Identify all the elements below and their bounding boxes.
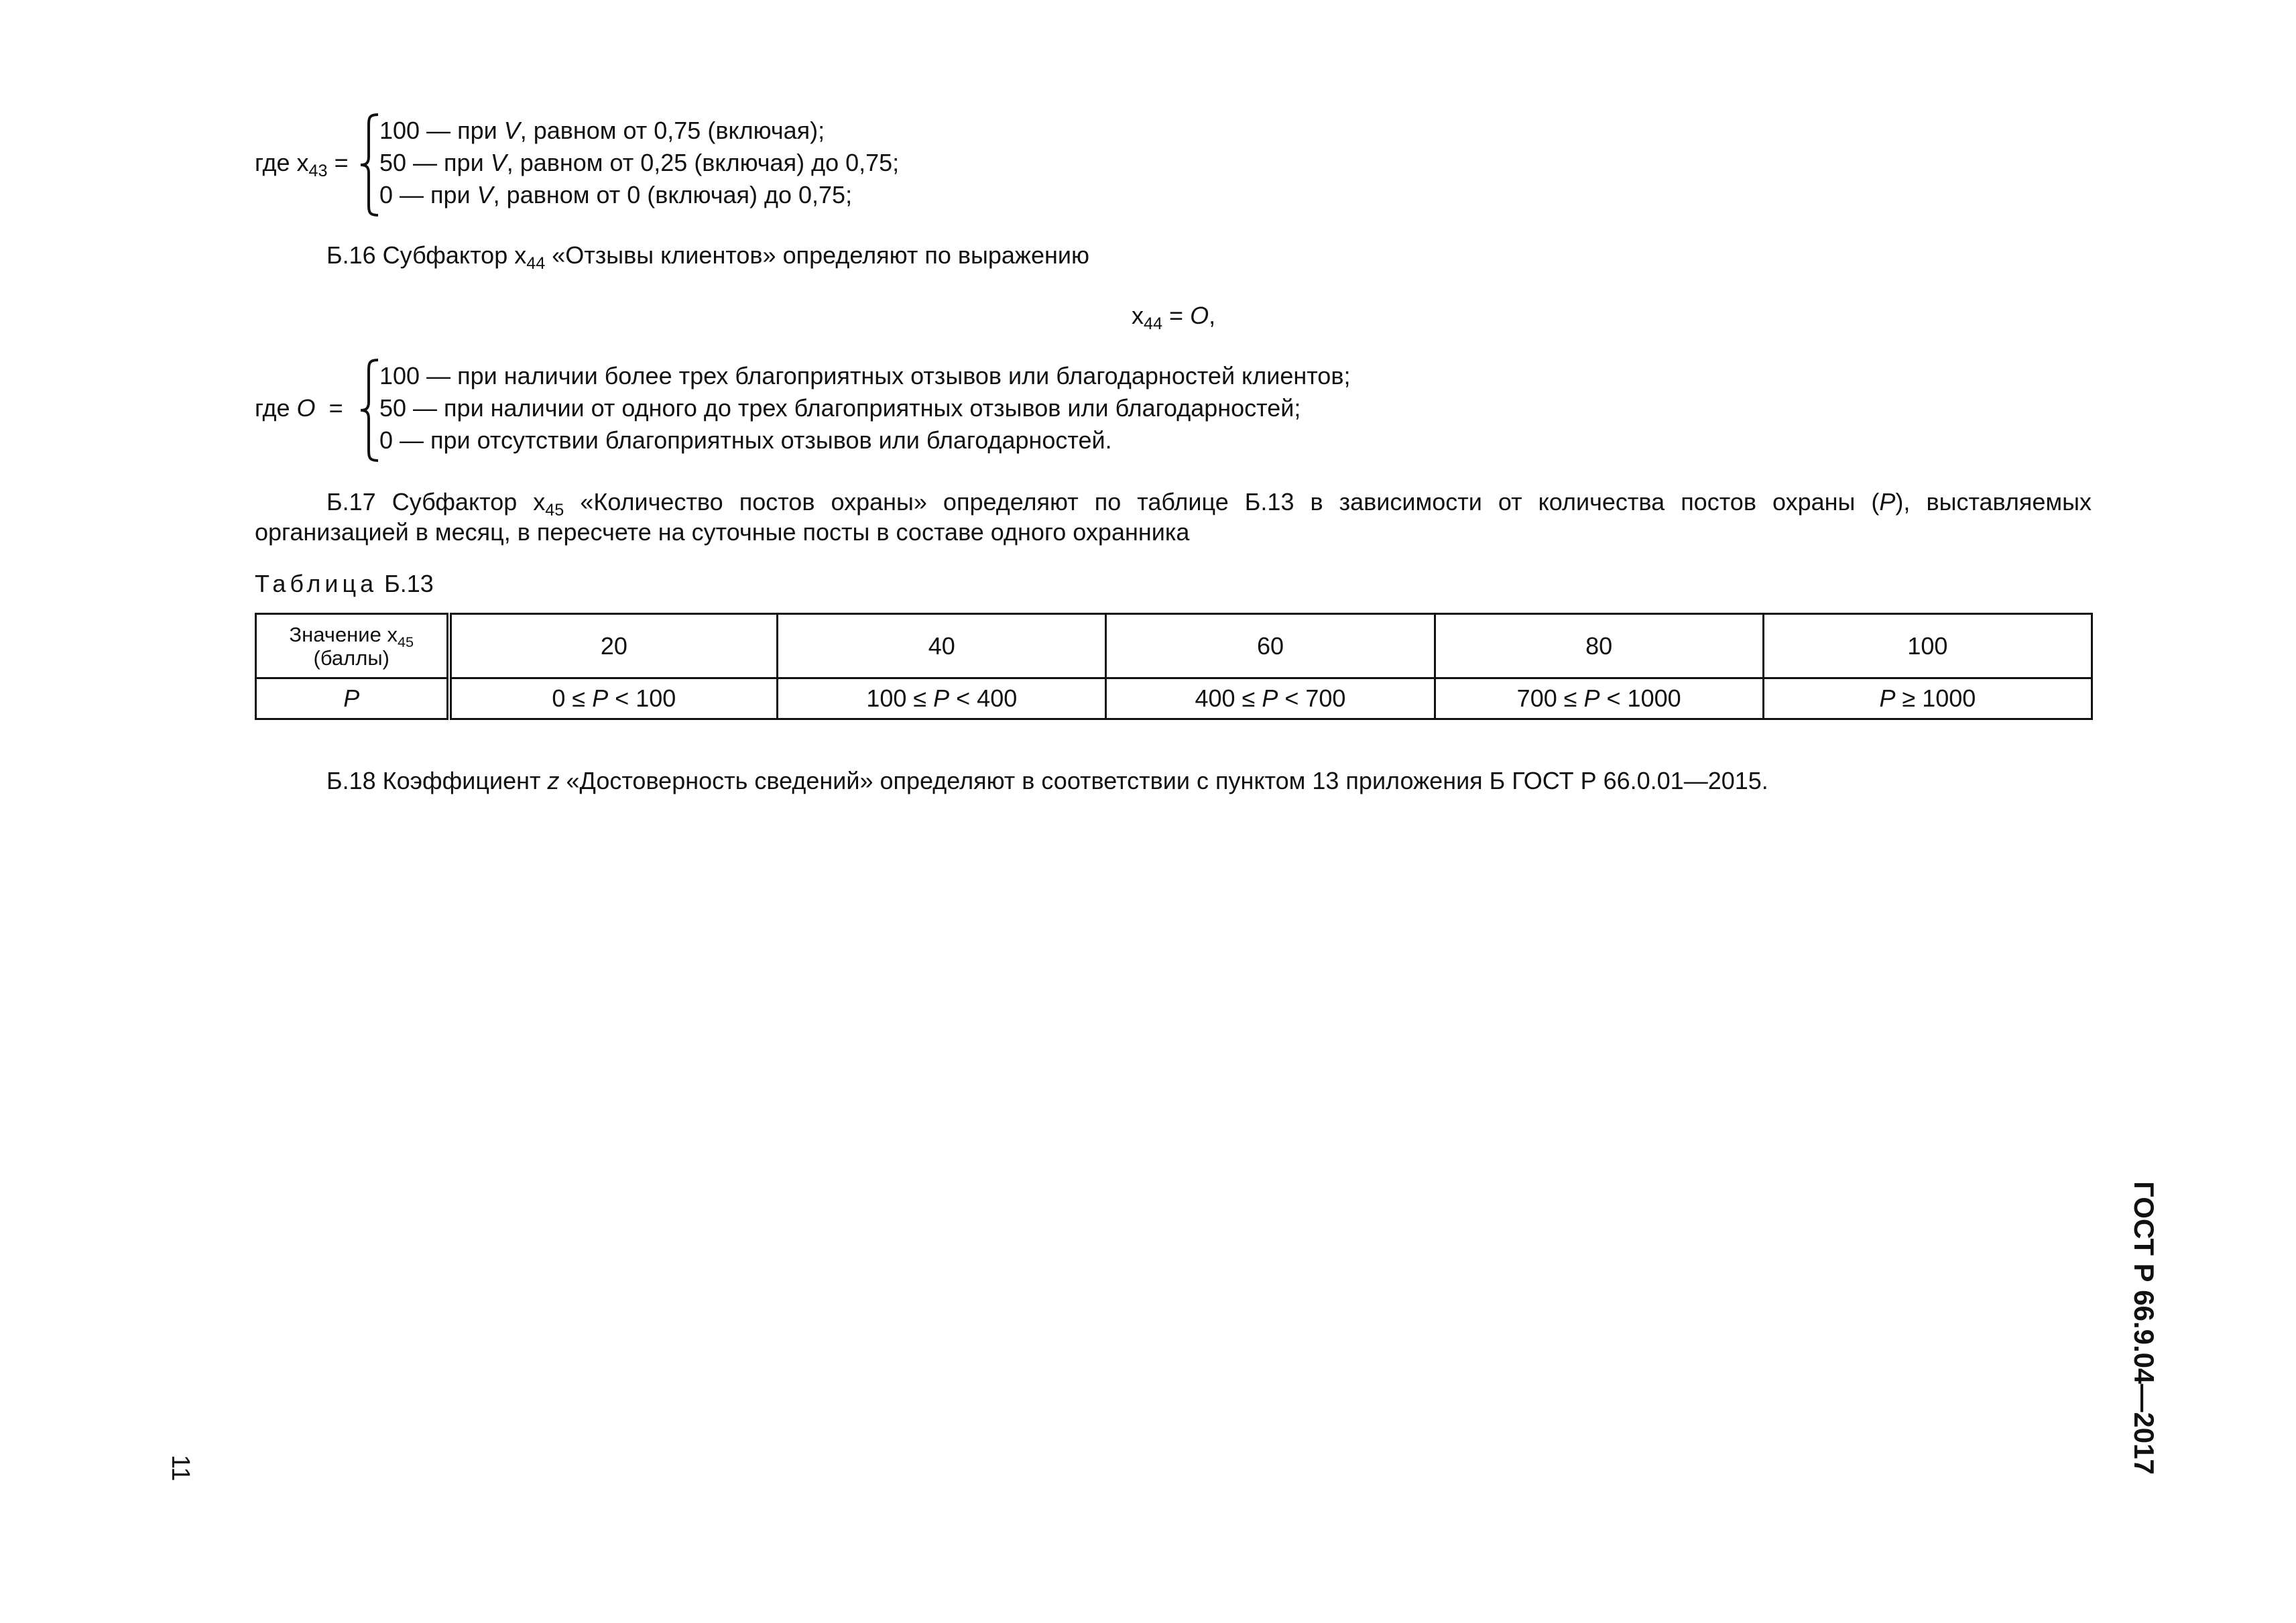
o-brace <box>359 358 382 463</box>
table-header-label: Значение $x_{45}$ (баллы) <box>256 614 449 678</box>
table-cell-score: 20 <box>449 614 778 678</box>
paragraph-b17: Б.17 Субфактор $x_{45}$ «Количество постов охраны» определяют по таблице Б.13 в зависимости от количества постов охраны (P), выставляемых организацией в месяц, в пересчете на суточные посты в составе одного охранника <box>255 488 2092 546</box>
table-b13 <box>255 613 2093 720</box>
document-designation: ГОСТ Р 66.9.04—2017 <box>2128 1181 2160 1475</box>
o-case-100: 100 — при наличии более трех благоприятных отзывов или благодарностей клиентов; <box>379 362 1351 389</box>
table-cell-score: 40 <box>778 614 1106 678</box>
table-row <box>256 678 2092 719</box>
table-cell-score: 100 <box>1763 614 2092 678</box>
table-cell-range: 400 ≤ P < 700 <box>1106 678 1435 719</box>
table-row <box>256 614 2092 678</box>
table-cell-range: P ≥ 1000 <box>1763 678 2092 719</box>
table-caption: Таблица Б.13 <box>255 570 434 597</box>
o-lhs: где O = <box>255 394 343 422</box>
page-number: 11 <box>166 1455 194 1482</box>
o-case-0: 0 — при отсутствии благоприятных отзывов или благодарностей. <box>379 426 1112 454</box>
formula-x44: $x_{44} = O$, <box>1132 302 1216 333</box>
table-cell-range: 700 ≤ P < 1000 <box>1435 678 1763 719</box>
o-case-50: 50 — при наличии от одного до трех благоприятных отзывов или благодарностей; <box>379 394 1301 422</box>
x43-case-100: 100 — при V, равном от 0,75 (включая); <box>379 117 825 144</box>
paragraph-b16: Б.16 Субфактор $x_{44}$ «Отзывы клиентов» определяют по выражению <box>326 241 1090 273</box>
table-cell-score: 80 <box>1435 614 1763 678</box>
x43-case-0: 0 — при V, равном от 0 (включая) до 0,75; <box>379 181 853 208</box>
x43-brace <box>359 113 382 217</box>
table-cell-range: 0 ≤ P < 100 <box>449 678 778 719</box>
x43-lhs: где $x_{43}$ = <box>255 149 349 180</box>
table-cell-range: 100 ≤ P < 400 <box>778 678 1106 719</box>
table-row-label: P <box>256 678 449 719</box>
x43-case-50: 50 — при V, равном от 0,25 (включая) до 0,75; <box>379 149 900 176</box>
table-cell-score: 60 <box>1106 614 1435 678</box>
paragraph-b18: Б.18 Коэффициент z «Достоверность сведений» определяют в соответствии с пунктом 13 приложения Б ГОСТ Р 66.0.01—2015. <box>326 767 1768 794</box>
